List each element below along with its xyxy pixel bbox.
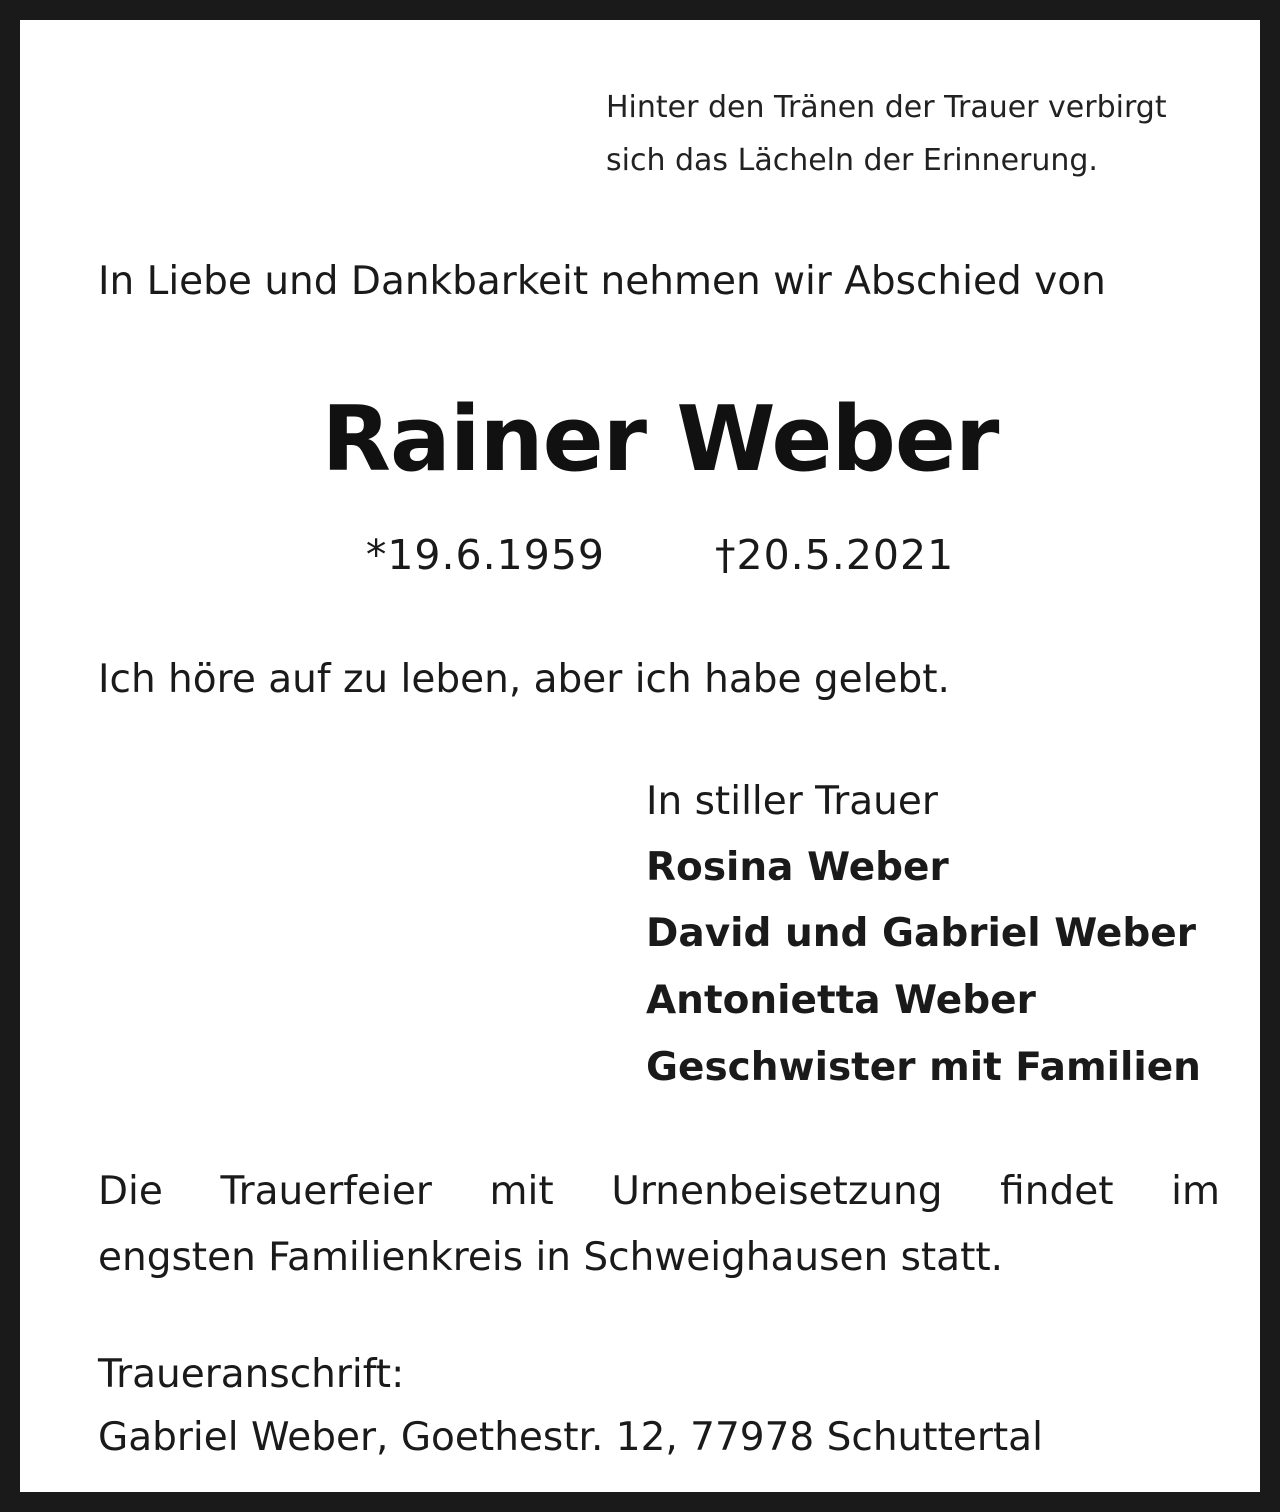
mourner-name: Antonietta Weber [646,978,1036,1023]
mourners-intro: In stiller Trauer [646,779,938,824]
mourner-name: Rosina Weber [646,845,949,890]
birth-date: *19.6.1959 [365,531,605,579]
life-dates [20,531,1280,579]
deceased-name: Rainer Weber [321,387,999,492]
address-label: Traueranschrift: [98,1352,405,1397]
mourner-name: David und Gabriel Weber [646,911,1196,956]
motto-line-2: sich das Lächeln der Erinnerung. [606,143,1098,178]
address-value: Gabriel Weber, Goethestr. 12, 77978 Schuttertal [98,1415,1043,1460]
funeral-info-line-1: Die Trauerfeier mit Urnenbeisetzung findet im [98,1169,1220,1214]
mourner-name: Geschwister mit Familien [646,1045,1201,1090]
motto-line-1: Hinter den Tränen der Trauer verbirgt [606,90,1167,125]
funeral-info-line-2: engsten Familienkreis in Schweighausen statt. [98,1235,1004,1280]
intro-text: In Liebe und Dankbarkeit nehmen wir Abschied von [98,259,1106,304]
quote-text: Ich höre auf zu leben, aber ich habe gelebt. [98,657,950,702]
death-date: †20.5.2021 [715,531,955,579]
